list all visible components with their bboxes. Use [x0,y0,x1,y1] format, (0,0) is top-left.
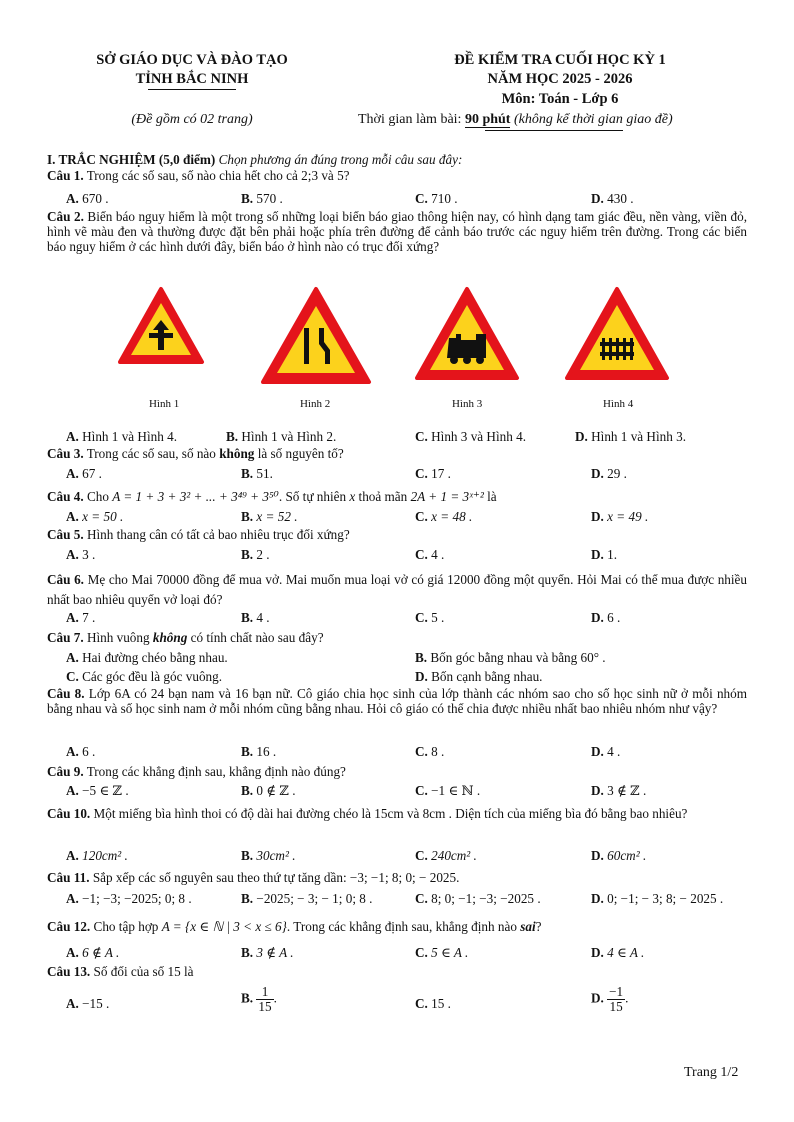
q8-option-a: A. 6 . [66,744,96,759]
page-number: Trang 1/2 [684,1065,739,1080]
q12-option-c: C. 5 ∈ A . [415,945,469,960]
q2-text: Biển báo nguy hiểm là một trong số những loại biển báo giao thông hiện nay, có hình dạng tam giác đều, nền vàng, viền đỏ, hình vẽ màu đen và thường được đặt bên phải hoặc phía trên đường để cảnh báo trước các nguy hiểm trên đường. Trong các biển báo nguy hiểm ở các hình dưới đây, biển báo ở hình nào có trục đối xứng? [47,209,747,254]
time-prefix: Thời gian làm bài: [358,112,465,127]
question-10: Câu 10. Một miếng bìa hình thoi có độ dài hai đường chéo là 15cm và 8cm . Diện tích của miếng bìa đó bằng bao nhiêu? [47,806,688,821]
q4-option-b: B. x = 52 . [241,509,298,524]
q6-option-d: D. 6 . [591,610,621,625]
q2-option-c: C. Hình 3 và Hình 4. [415,429,526,444]
fig-caption-2: Hình 2 [300,398,331,410]
page-count-note: (Đề gồm có 02 trang) [131,112,253,127]
q4-formula: A = 1 + 3 + 3² + ... + 3⁴⁹ + 3⁵⁰ [112,489,279,504]
question-1 [47,168,747,183]
section-title-text: I. TRẮC NGHIỆM (5,0 điểm) [47,152,216,167]
sign-3-wheel-2 [463,356,471,364]
q8-option-d: D. 4 . [591,744,621,759]
subject: Môn: Toán - Lớp 6 [501,91,619,107]
question-8: Câu 8. Lớp 6A có 24 bạn nam và 16 bạn nữ. Cô giáo chia học sinh của lớp thành các nhóm sao cho số học sinh nữ ở mỗi nhóm bằng nhau và số học sinh nam ở mỗi nhóm cũng bằng nhau. Hỏi cô giáo có thể chia được nhiều nhất bao nhiêu nhóm như vậy? [47,686,747,716]
question-4: Câu 4. Cho A = 1 + 3 + 3² + ... + 3⁴⁹ + 3⁵⁰. Số tự nhiên x thoả mãn 2A + 1 = 3ˣ⁺² là [47,489,497,504]
q4-option-c: C. x = 48 . [415,509,473,524]
sign-3-wheel-3 [476,356,484,364]
q6-option-b: B. 4 . [241,610,270,625]
dept-name: SỞ GIÁO DỤC VÀ ĐÀO TẠO [96,52,288,68]
q11-option-a: A. −1; −3; −2025; 0; 8 . [66,891,192,906]
sign-4-railway-fence [564,286,670,382]
section-title [47,152,747,167]
question-12: Câu 12. Cho tập hợp A = {x ∈ ℕ | 3 < x ≤ 6}. Trong các khẳng định sau, khẳng định nào sai? [47,919,542,934]
time-value: 90 phút [464,112,511,127]
q2-option-b: B. Hình 1 và Hình 2. [226,429,337,444]
section-instruction: Chọn phương án đúng trong mỗi câu sau đây: [215,152,463,167]
q13-b-fraction: $\frac{1}{15}$ [258,984,272,1014]
q9-option-a: A. −5 ∈ ℤ . [66,783,129,798]
time-line [358,112,758,128]
q3-option-b: B. 51. [241,466,273,481]
q12-set: A = {x ∈ ℕ | 3 < x ≤ 6} [161,919,287,934]
q3-option-a: A. 67 . [66,466,102,481]
q9-option-c: C. −1 ∈ ℕ . [415,783,481,798]
sign-2-left-edge [304,328,309,364]
q3-option-d: D. 29 . [591,466,627,481]
q10-option-c: C. 240cm² . [415,848,477,863]
province-name: TỈNH BẮC NINH [135,71,249,87]
q3-option-c: C. 17 . [415,466,451,481]
q13-option-b: B. $\frac{1}{15}$ . [241,984,277,1014]
q7-option-b: B. Bốn góc bằng nhau và bằng 60° . [415,650,606,665]
q1-text: Trong các số sau, số nào chia hết cho cả 2;3 và 5? [83,168,350,183]
time-underline [485,130,623,131]
q12-option-a: A. 6 ∉ A . [66,945,120,960]
q2-option-d: D. Hình 1 và Hình 3. [575,429,686,444]
q10-option-b: B. 30cm² . [241,848,296,863]
school-year: NĂM HỌC 2025 - 2026 [487,71,633,87]
question-6: Câu 6. Mẹ cho Mai 70000 đồng để mua vở. Mai muốn mua loại vở có giá 12000 đồng một quyển. Hỏi Mai có thể mua được nhiều nhất bao nhiêu quyển vở loại đó? [47,572,748,607]
q4-option-d: D. x = 49 . [591,509,649,524]
q7-option-c: C. Các góc đều là góc vuông. [66,669,223,684]
q7-option-d: D. Bốn cạnh bằng nhau. [415,669,543,684]
sign-4-post-4 [623,338,626,360]
sign-3-railway-crossing [414,286,520,382]
question-7: Câu 7. Hình vuông không có tính chất nào sau đây? [47,630,324,645]
question-2 [47,209,747,254]
q10-option-d: D. 60cm² . [591,848,647,863]
question-11: Câu 11. Sắp xếp các số nguyên sau theo thứ tự tăng dần: −3; −1; 8; 0; − 2025. [47,870,460,885]
question-13: Câu 13. Số đối của số 15 là [47,964,194,979]
q11-option-d: D. 0; −1; − 3; 8; − 2025 . [591,891,724,906]
sign-4-post-1 [602,338,605,360]
q1-option-c: C. 710 . [415,191,458,206]
fig-caption-4: Hình 4 [603,398,634,410]
q1-label: Câu 1. [47,168,84,183]
fig-caption-3: Hình 3 [452,398,483,410]
q4-equation: 2A + 1 = 3ˣ⁺² [410,489,484,504]
q12-option-b: B. 3 ∉ A . [241,945,294,960]
q6-option-c: C. 5 . [415,610,445,625]
q4-option-a: A. x = 50 . [66,509,124,524]
q5-option-b: B. 2 . [241,547,270,562]
question-9: Câu 9. Trong các khẳng định sau, khẳng định nào đúng? [47,764,346,779]
province-underline [148,89,236,90]
q9-option-d: D. 3 ∉ ℤ . [591,783,647,798]
sign-4-post-3 [616,338,619,360]
q8-option-b: B. 16 . [241,744,277,759]
q10-option-a: A. 120cm² . [66,848,128,863]
fig-caption-1: Hình 1 [149,398,180,410]
question-3: Câu 3. Trong các số sau, số nào không là số nguyên tố? [47,446,344,461]
q2-option-a: A. Hình 1 và Hình 4. [66,429,177,444]
q1-option-d: D. 430 . [591,191,634,206]
q13-option-a: A. −15 . [66,996,110,1011]
exam-title: ĐỀ KIỂM TRA CUỐI HỌC KỲ 1 [454,52,666,68]
sign-4-post-2 [609,338,612,360]
time-note: (không kể thời gian giao đề) [510,112,673,127]
q9-option-b: B. 0 ∉ ℤ . [241,783,296,798]
q11-option-c: C. 8; 0; −1; −3; −2025 . [415,891,541,906]
sign-2-road-narrows [260,286,372,386]
q11-option-b: B. −2025; − 3; − 1; 0; 8 . [241,891,373,906]
q12-option-d: D. 4 ∈ A . [591,945,645,960]
q5-option-a: A. 3 . [66,547,96,562]
q13-option-d: D. $\frac{-1}{15}$ . [591,984,629,1014]
sign-1-priority-road [117,286,205,366]
q6-option-a: A. 7 . [66,610,96,625]
q5-option-d: D. 1. [591,547,618,562]
q13-d-fraction: $\frac{-1}{15}$ [609,984,624,1014]
sign-4-post-5 [630,338,633,360]
q13-option-c: C. 15 . [415,996,451,1011]
q7-option-a: A. Hai đường chéo bằng nhau. [66,650,228,665]
sign-3-wheel-1 [450,356,458,364]
q1-option-b: B. 570 . [241,191,283,206]
q1-option-a: A. 670 . [66,191,109,206]
q8-option-c: C. 8 . [415,744,445,759]
q2-label: Câu 2. [47,209,84,224]
q5-option-c: C. 4 . [415,547,445,562]
question-5: Câu 5. Hình thang cân có tất cả bao nhiêu trục đối xứng? [47,527,350,542]
